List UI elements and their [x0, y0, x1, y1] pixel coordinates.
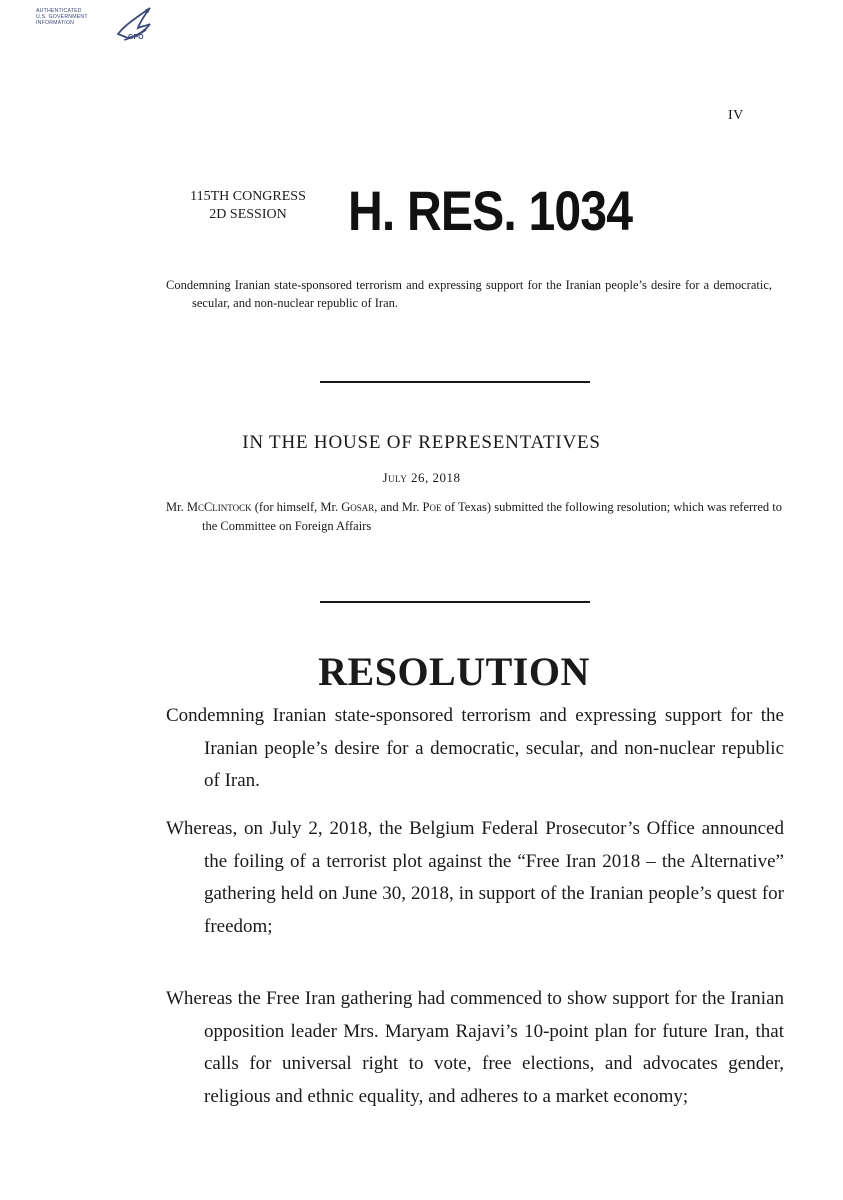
sponsor-statement [166, 498, 782, 536]
file-mark: IV [728, 108, 744, 123]
official-title-summary: Condemning Iranian state-sponsored terrorism and expressing support for the Iranian people’s desire for a democratic, secular, and non-nuclear republic of Iran. [166, 278, 772, 310]
gpo-label: GPO [128, 34, 144, 41]
session-line: 2D SESSION [209, 207, 287, 222]
introduction-date: July 26, 2018 [382, 470, 461, 485]
sponsor-name: McClintock [186, 500, 252, 514]
resolution-heading: RESOLUTION [318, 649, 590, 694]
bill-number: H. RES. 1034 [348, 179, 633, 242]
congress-line: 115TH CONGRESS [190, 189, 306, 204]
whereas-clause: Whereas the Free Iran gathering had commenced to show support for the Iranian opposition leader Mrs. Maryam Rajavi’s 10-point plan for future Iran, that calls for universal right to vote, free elections, and advocates gender, religious and ethnic equality, and adheres to a market economy; [166, 988, 784, 1107]
divider-rule [320, 601, 590, 603]
chamber-heading: IN THE HOUSE OF REPRESENTATIVES [242, 432, 601, 453]
whereas-clause: Whereas, on July 2, 2018, the Belgium Federal Prosecutor’s Office announced the foiling of a terrorist plot against the “Free Iran 2018 – the Alternative” gathering held on June 30, 2018, in support of the Iranian people’s quest for freedom; [166, 818, 784, 937]
sponsor-text: , and Mr. [374, 500, 423, 514]
seal-line: AUTHENTICATED [36, 8, 82, 14]
cosponsor-name: Gosar [341, 500, 375, 514]
resolution-title-paragraph: Condemning Iranian state-sponsored terrorism and expressing support for the Iranian people’s desire for a democratic, secular, and non-nuclear republic of Iran. [166, 705, 784, 791]
eagle-icon [114, 4, 156, 50]
seal-line: INFORMATION [36, 20, 75, 26]
divider-rule [320, 381, 590, 383]
seal-text [36, 8, 122, 26]
sponsor-text: Mr. [166, 500, 187, 514]
seal-line: U.S. GOVERNMENT [36, 14, 88, 20]
congress-session [166, 188, 330, 224]
cosponsor-name: Poe [422, 500, 442, 514]
sponsor-text: (for himself, Mr. [251, 500, 342, 514]
sponsor-text: of Texas) submitted the following resolution; which was referred to the Committee on Foreign Affairs [202, 500, 782, 533]
gpo-authentication-seal [34, 4, 154, 52]
